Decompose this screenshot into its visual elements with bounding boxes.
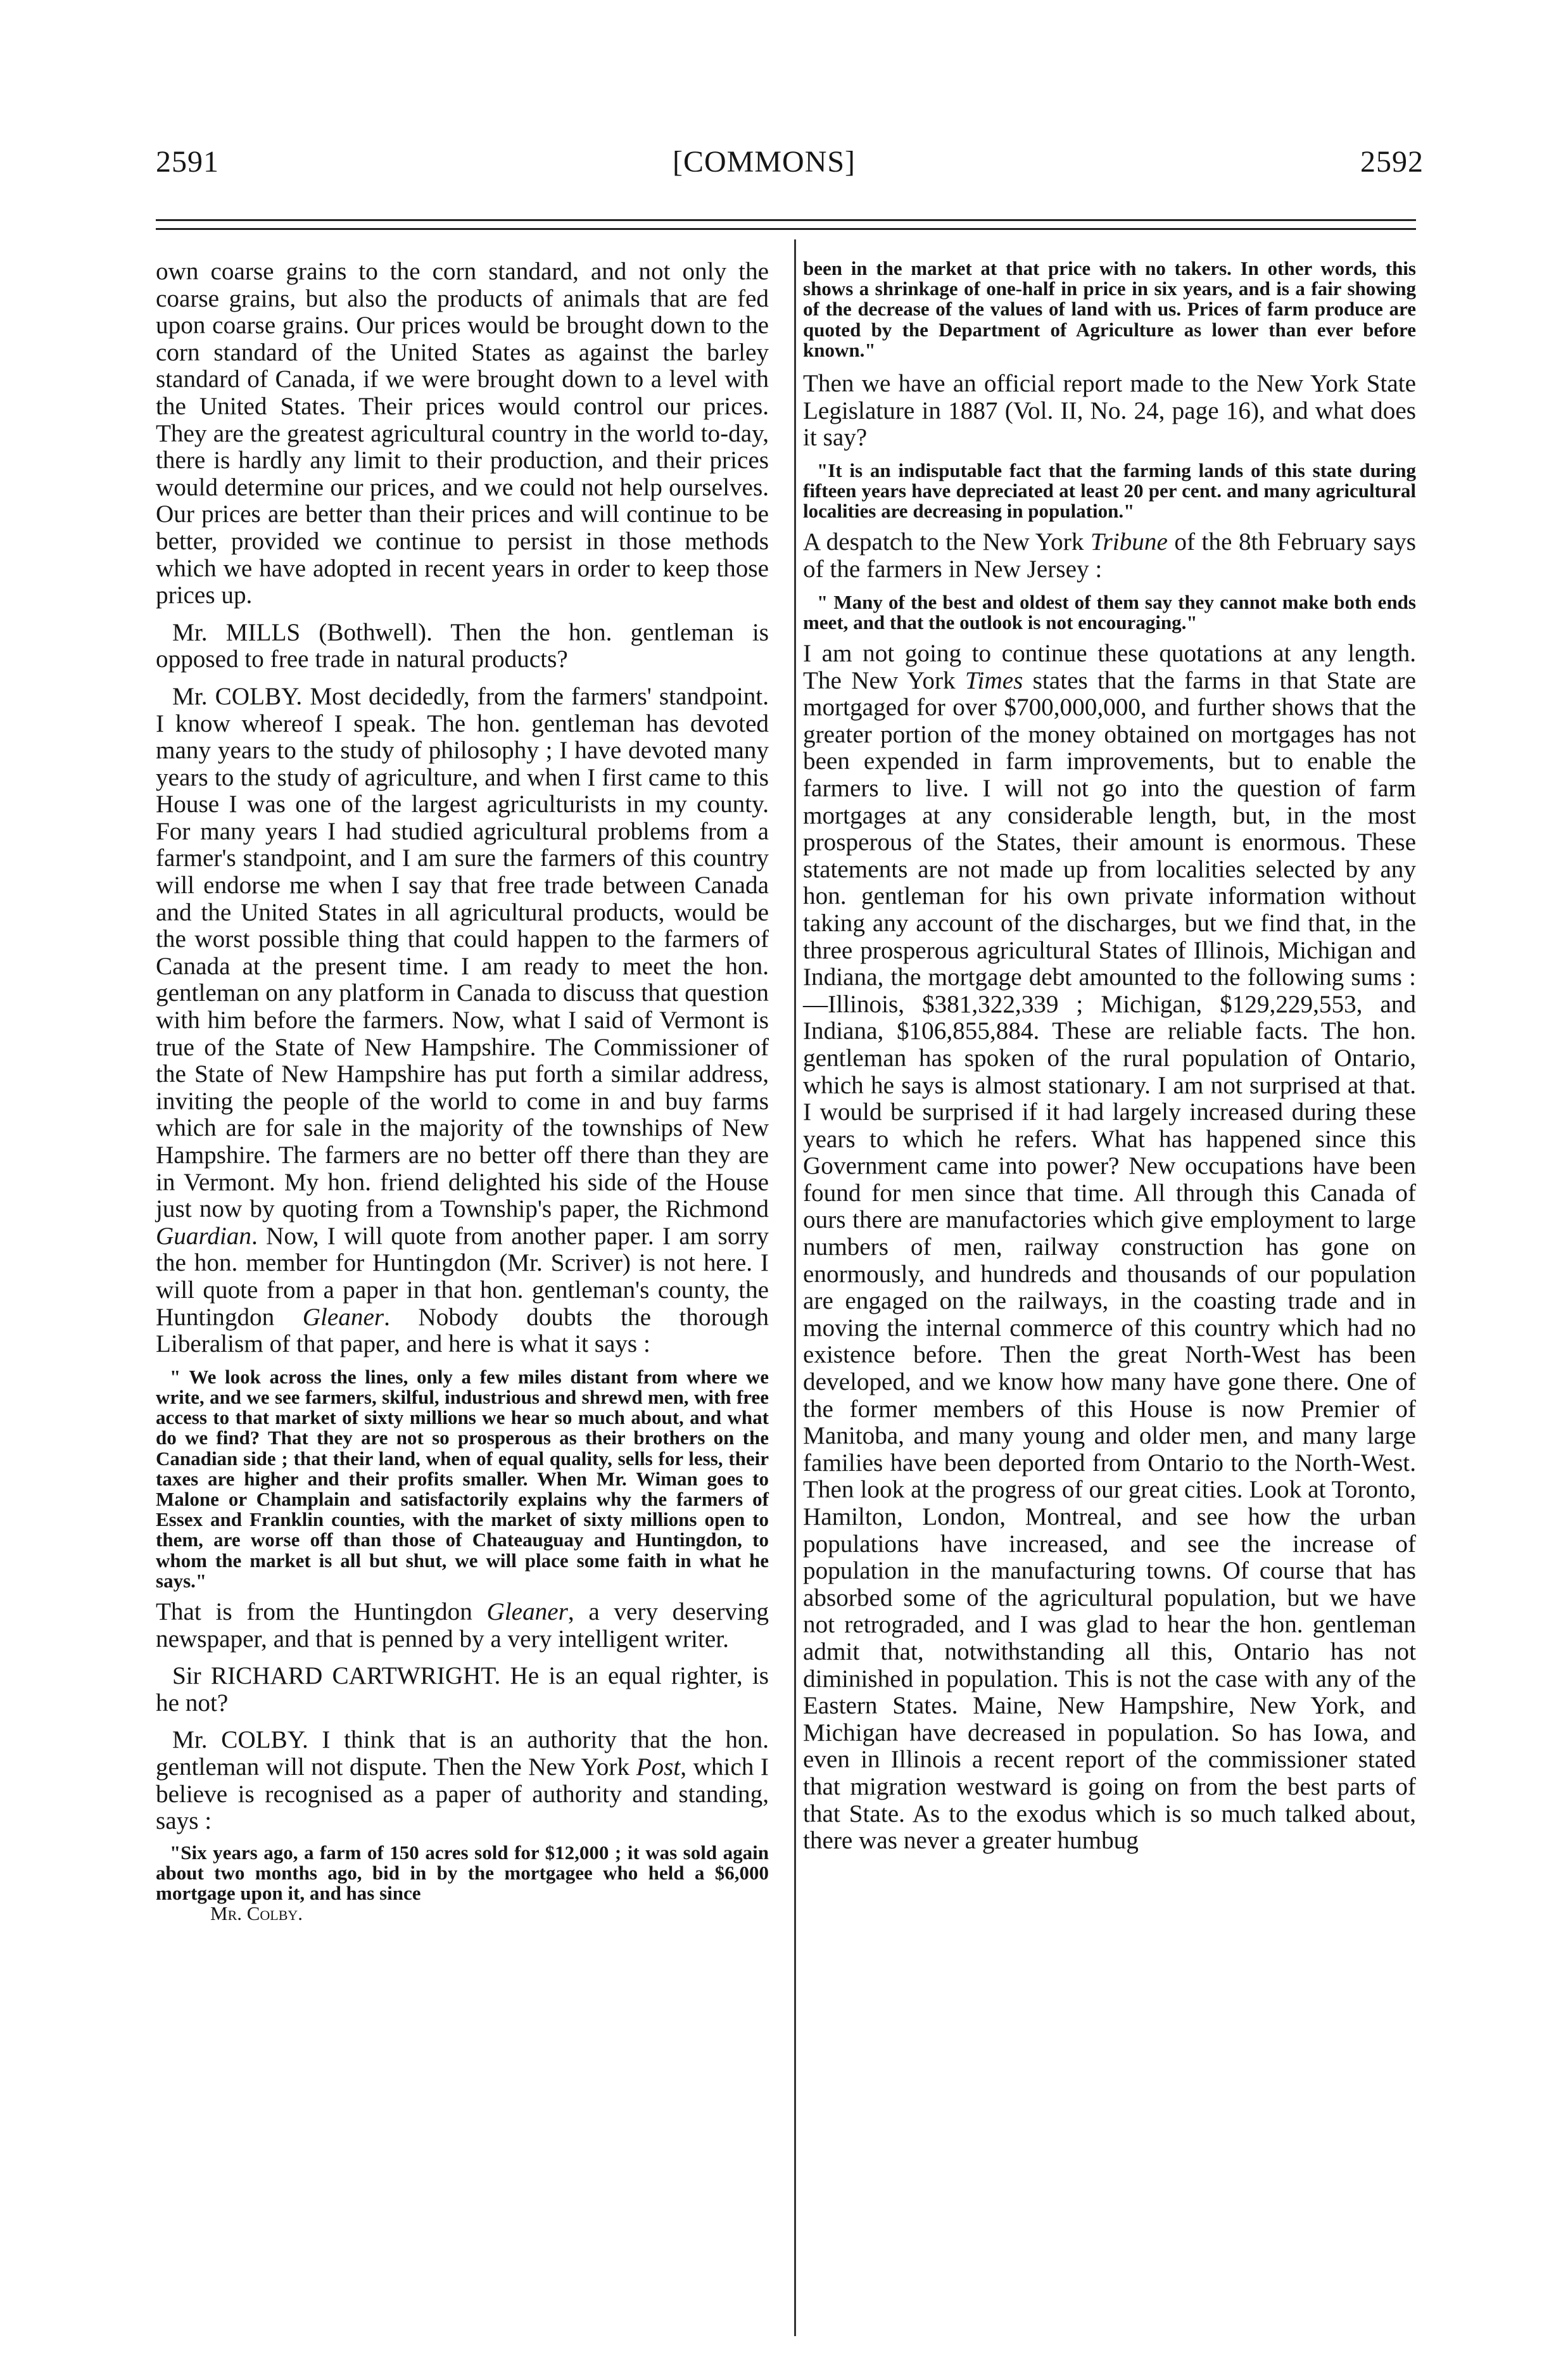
speech-colby <box>156 683 769 1358</box>
right-column <box>803 258 1416 1855</box>
text-run: A despatch to the New York <box>803 528 1084 556</box>
speaker-signature: Mr. Colby. <box>210 1902 303 1925</box>
text-run: That is from the Huntingdon <box>156 1598 472 1625</box>
paragraph: Then we have an official report made to the New York State Legislature in 1887 (Vol. II, No. 24, page 16), and what does it say? <box>803 370 1416 452</box>
text-run: , a very deserving newspaper, and that is penned by a very intelligent writer. <box>156 1598 769 1653</box>
speech-mills: Mr. MILLS (Bothwell). Then the hon. gentleman is opposed to free trade in natural products? <box>156 618 769 673</box>
block-quote-post: "Six years ago, a farm of 150 acres sold for $12,000 ; it was sold again about two months ago, bid in by the mortgagee who held a $6,000 mortgage upon it, and has since <box>156 1841 769 1905</box>
italic-title: Times <box>964 666 1023 694</box>
text-run: . Nobody doubts the thorough Liberalism of that paper, and here is what it says : <box>156 1303 769 1358</box>
header-rule-bottom <box>156 228 1416 230</box>
page-header-title: [COMMONS] <box>673 145 856 179</box>
italic-title: Gleaner <box>486 1598 568 1625</box>
italic-title: Tribune <box>1090 528 1168 556</box>
block-quote-tribune: " Many of the best and oldest of them say they cannot make both ends meet, and that the outlook is not encouraging." <box>803 590 1416 633</box>
paragraph: own coarse grains to the corn standard, and not only the coarse grains, but also the products of animals that are fed upon coarse grains. Our prices would be brought down to the corn standard of the United States as against the barley standard of Canada, if we were brought down to a level with the United States. Their prices would control our prices. They are the greatest agricultural country in the world to-day, there is hardly any limit to their production, and their prices would determine our prices, and we could not help ourselves. Our prices are better than their prices and will continue to be better, provided we continue to persist in those methods which we have adopted in recent years in order to keep those prices up. <box>156 258 769 609</box>
text-run: of the 8th February says of the farmers in New Jersey : <box>803 528 1417 583</box>
speech-colby <box>156 1727 769 1834</box>
page-number-left: 2591 <box>156 145 219 179</box>
text-run: Mr. COLBY. Most decidedly, from the farmers' standpoint. I know whereof I speak. The hon. gentleman has devoted many years to the study of philosophy ; I have devoted many years to the study of agriculture, and when I first came to this House I was one of the largest agriculturists in my county. For many years I had studied agricultural problems from a farmer's standpoint, and I am sure the farmers of this country will endorse me when I say that free trade between Canada and the United States in all agricultural products, would be the worst possible thing that could happen to the farmers of Canada at the present time. I am ready to meet the hon. gentleman on any platform in Canada to discuss that question with him before the farmers. Now, what I said of Vermont is true of the State of New Hampshire. The Commissioner of the State of New Hampshire has put forth a similar address, inviting the people of the world to come in and buy farms which are for sale in the majority of the townships of New Hampshire. The farmers are no better off there than they are in Vermont. My hon. friend delighted his side of the House just now by quoting from a Township's paper, the Richmond <box>156 682 769 1223</box>
paragraph <box>156 1599 769 1653</box>
text-run: states that the farms in that State are mortgaged for over $700,000,000, and further shows that the greater portion of the money obtained on mortgages has not been expended in farm improvements, but to enable the farmers to live. I will not go into the question of farm mortgages at any considerable length, but, in the most prosperous of the States, their amount is enormous. These statements are not made up from localities selected by any hon. gentleman for his own private information without taking any account of the discharges, but we find that, in the three prosperous agricultural States of Illinois, Michigan and Indiana, the mortgage debt amounted to the following sums :—Illinois, $381,322,339 ; Michigan, $129,229,553, and Indiana, $106,855,884. These are reliable facts. The hon. gentleman has spoken of the rural population of Ontario, which he says is almost stationary. I am not surprised at that. I would be surprised if it had largely increased during these years to which he refers. What has happened since this Government came into power? New occupations have been found for men since that time. All through this Canada of ours there are manufactories which give employment to large numbers of men, railway construction has gone on enormously, and hundreds and thousands of our population are engaged on the railways, in the coasting trade and in moving the internal commerce of this country which had no existence before. Then the great North-West has been developed, and we know how many have gone there. One of the former members of this House is now Premier of Manitoba, and many young and older men, and many large families have been deported from Ontario to the North-West. Then look at the progress of our great cities. Look at Toronto, Hamilton, London, Montreal, and see how the urban populations have increased, and see the increase of population in the manufacturing towns. Of course that has absorbed some of the agricultural population, but we have not retrograded, and I was glad to hear the hon. gentleman admit that, notwithstanding all this, Ontario has not diminished in population. This is not the case with any of the Eastern States. Maine, New Hampshire, New York, and Michigan have decreased in population. So has Iowa, and even in Illinois a recent report of the commissioner stated that migration westward is going on from the best parts of that State. As to the exodus which is so much talked about, there was never a greater humbug <box>803 666 1416 1855</box>
column-divider <box>794 239 796 2336</box>
block-quote-ny-report: "It is an indisputable fact that the farming lands of this state during fifteen years have depreciated at least 20 per cent. and many agricultural localities are decreasing in population." <box>803 459 1416 523</box>
italic-title: Gleaner <box>302 1303 384 1331</box>
italic-title: Guardian <box>156 1222 251 1250</box>
block-quote-continued: been in the market at that price with no takers. In other words, this shows a shrinkage of one-half in price in six years, and is a fair showing of the decrease of the values of land with us. Prices of farm produce are quoted by the Department of Agriculture as lower than ever before known." <box>803 257 1416 361</box>
page-number-right: 2592 <box>1360 145 1424 179</box>
text-run: , which I believe is recognised as a paper of authority and standing, says : <box>156 1753 769 1835</box>
block-quote-gleaner: " We look across the lines, only a few miles distant from where we write, and we see farmers, skilful, industrious and shrewd men, with free access to that market of sixty millions we hear so much about, and what do we find? That they are not so prosperous as their brothers on the Canadian side ; that their land, when of equal quality, sells for less, their taxes are higher and their profits smaller. When Mr. Wiman goes to Malone or Champlain and satisfactorily explains why the farmers of Essex and Franklin counties, with the market of sixty millions open to them, are worse off than those of Chateauguay and Huntingdon, to whom the market is all but shut, we will place some faith in what he says." <box>156 1365 769 1592</box>
header-rule-top <box>156 219 1416 221</box>
italic-title: Post <box>636 1753 681 1781</box>
paragraph <box>803 640 1416 1855</box>
speech-cartwright: Sir RICHARD CARTWRIGHT. He is an equal righter, is he not? <box>156 1662 769 1717</box>
text-run: . Now, I will quote from another paper. I am sorry the hon. member for Huntingdon (Mr. Scriver) is not here. I will quote from a paper in that hon. gentleman's county, the Huntingdon <box>156 1222 769 1331</box>
text-run: Mr. COLBY. I think that is an authority that the hon. gentleman will not dispute. Then the New York <box>156 1726 769 1781</box>
text-run: I am not going to continue these quotations at any length. The New York <box>803 640 1416 694</box>
left-column <box>156 258 769 1924</box>
paragraph <box>803 529 1416 583</box>
